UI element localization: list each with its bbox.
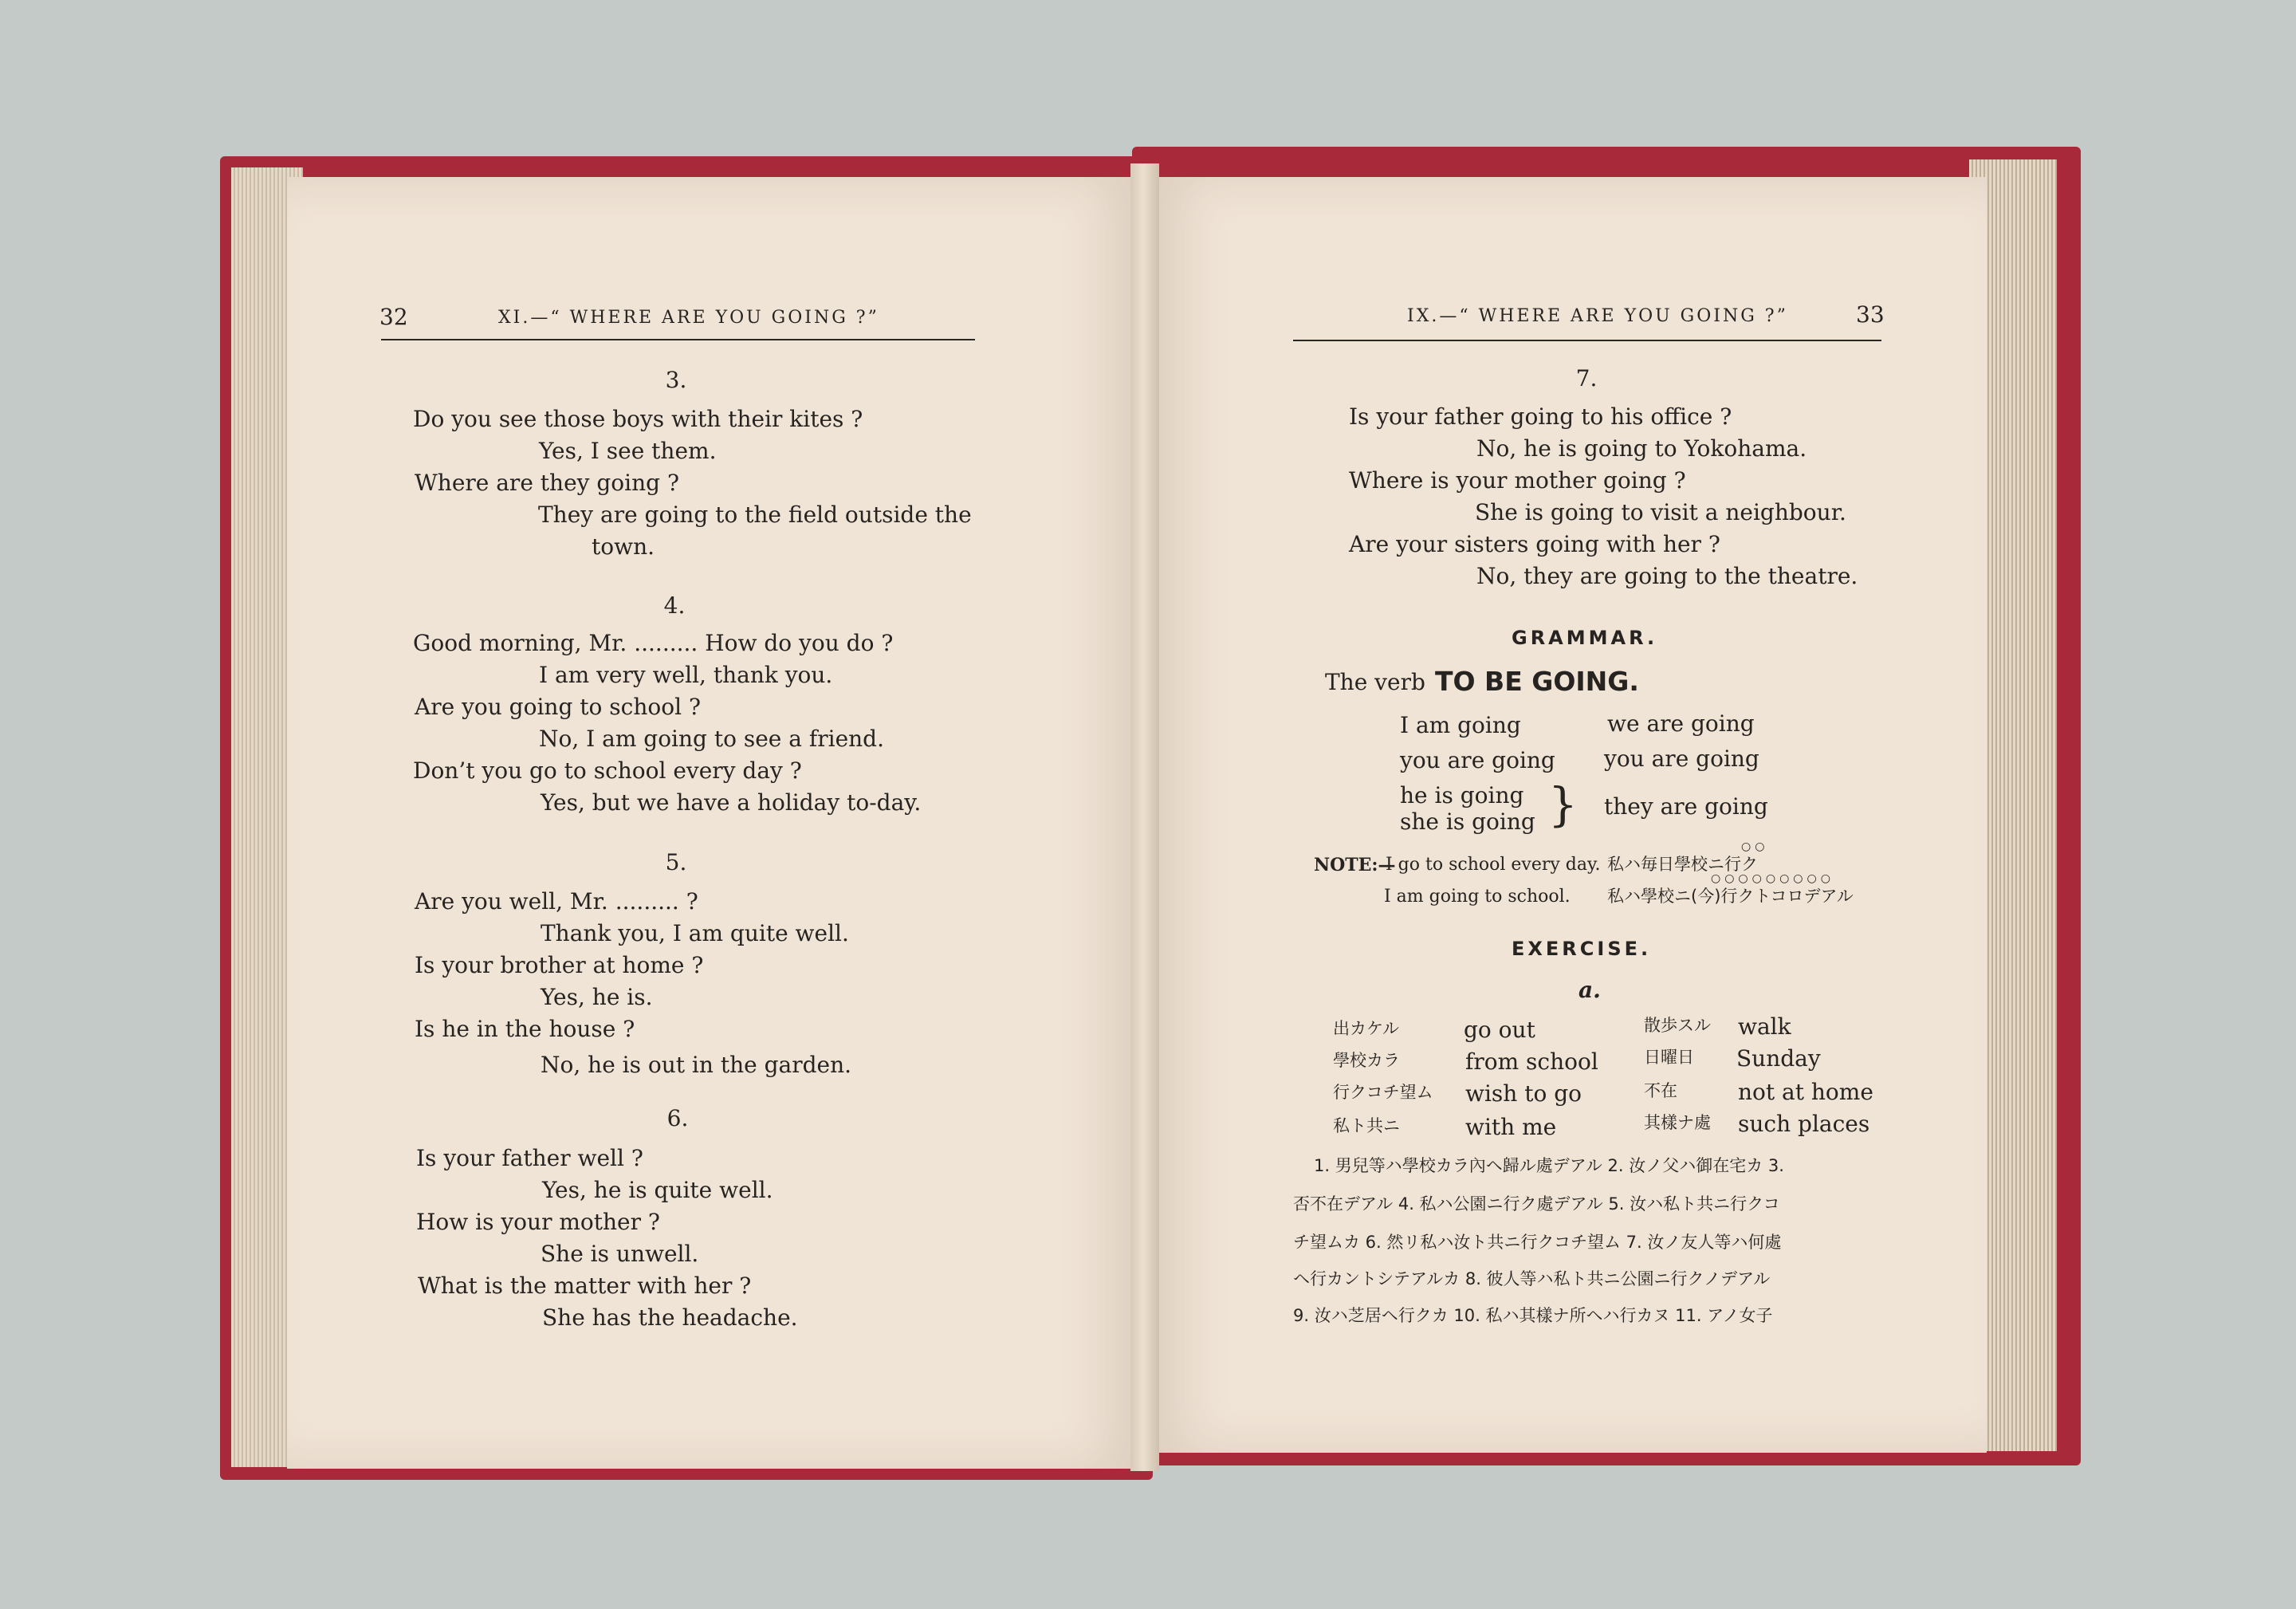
grammar-heading: GRAMMAR. xyxy=(1512,627,1658,649)
text-line: Are you going to school ? xyxy=(415,694,701,720)
text-line: Yes, but we have a holiday to-day. xyxy=(541,789,922,816)
vocab-japanese: 行クコチ望ム xyxy=(1333,1083,1433,1102)
conjugation-plural: they are going xyxy=(1604,793,1768,820)
exercise-line: チ望ムカ 6. 然リ私ハ汝ト共ニ行クコチ望ム 7. 汝ノ友人等ハ何處 xyxy=(1293,1233,1782,1252)
conjugation-singular: she is going xyxy=(1400,808,1535,835)
right-running-header: IX.—“ WHERE ARE YOU GOING ?” xyxy=(1407,306,1788,326)
vocab-english: not at home xyxy=(1738,1079,1873,1105)
exercise-line: ヘ行カントシテアルカ 8. 彼人等ハ私ト共ニ公園ニ行クノデアル xyxy=(1293,1269,1771,1288)
left-page-number: 32 xyxy=(379,304,408,330)
text-line: Yes, he is quite well. xyxy=(542,1177,773,1203)
text-line: She is going to visit a neighbour. xyxy=(1475,499,1846,525)
vocab-english: go out xyxy=(1464,1017,1535,1043)
right-header-rule xyxy=(1293,340,1881,341)
exercise-line: 9. 汝ハ芝居ヘ行クカ 10. 私ハ其樣ナ所ヘハ行カヌ 11. アノ女子 xyxy=(1293,1306,1773,1325)
emphasis-dots: ○○○○○○○○○ xyxy=(1711,872,1834,885)
vocab-japanese: 出カケル xyxy=(1333,1019,1399,1038)
verb-intro: The verb xyxy=(1325,669,1425,695)
note-japanese: 私ハ學校ニ(今)行クトコロデアル xyxy=(1607,887,1854,906)
exercise-heading: EXERCISE. xyxy=(1512,938,1652,960)
section-number: 4. xyxy=(663,592,686,619)
text-line: I am very well, thank you. xyxy=(539,662,833,688)
vocab-japanese: 日曜日 xyxy=(1644,1048,1694,1067)
text-line: Don’t you go to school every day ? xyxy=(413,757,802,784)
text-line: Is your father well ? xyxy=(416,1145,643,1171)
conjugation-plural: we are going xyxy=(1607,710,1755,737)
exercise-line: 1. 男兒等ハ學校カラ內ヘ歸ル處デアル 2. 汝ノ父ハ御在宅カ 3. xyxy=(1314,1156,1784,1175)
vocab-japanese: 其樣ナ處 xyxy=(1644,1113,1711,1132)
vocab-english: from school xyxy=(1465,1048,1598,1075)
text-line: No, he is going to Yokohama. xyxy=(1476,435,1807,462)
vocab-english: such places xyxy=(1738,1111,1870,1137)
verb-heading: TO BE GOING. xyxy=(1435,666,1639,697)
vocab-english: walk xyxy=(1738,1013,1791,1040)
note-english: I go to school every day. xyxy=(1386,855,1601,875)
text-line: Are your sisters going with her ? xyxy=(1349,531,1720,557)
conjugation-plural: you are going xyxy=(1604,745,1759,772)
conjugation-singular: you are going xyxy=(1400,747,1555,773)
section-number: 3. xyxy=(665,367,687,393)
text-line: Is your father going to his office ? xyxy=(1349,403,1732,430)
text-line: Where are they going ? xyxy=(415,470,679,496)
section-number: 6. xyxy=(666,1105,689,1131)
section-number: 7. xyxy=(1575,365,1598,391)
right-page-number: 33 xyxy=(1856,301,1885,328)
vocab-japanese: 不在 xyxy=(1644,1081,1677,1100)
text-line: How is your mother ? xyxy=(416,1209,660,1235)
vocab-japanese: 學校カラ xyxy=(1333,1051,1400,1070)
text-line: Thank you, I am quite well. xyxy=(541,920,849,946)
vocab-japanese: 散歩スル xyxy=(1644,1016,1711,1035)
text-line: No, he is out in the garden. xyxy=(541,1052,852,1078)
left-running-header: XI.—“ WHERE ARE YOU GOING ?” xyxy=(498,308,879,328)
text-line: Good morning, Mr. ......... How do you do ? xyxy=(413,630,894,656)
text-line: She has the headache. xyxy=(542,1304,798,1331)
exercise-line: 否不在デアル 4. 私ハ公園ニ行ク處デアル 5. 汝ハ私ト共ニ行クコ xyxy=(1293,1194,1780,1214)
text-line: Yes, he is. xyxy=(541,984,653,1010)
emphasis-dots: ○○ xyxy=(1741,840,1769,853)
text-line: Is your brother at home ? xyxy=(415,952,704,978)
conjugation-singular: he is going xyxy=(1400,782,1524,808)
book-gutter xyxy=(1130,163,1159,1471)
vocab-english: with me xyxy=(1465,1114,1557,1140)
text-line: Are you well, Mr. ......... ? xyxy=(415,888,698,915)
text-line: Do you see those boys with their kites ? xyxy=(413,406,863,432)
vocab-japanese: 私ト共ニ xyxy=(1333,1116,1400,1135)
exercise-subheading: a. xyxy=(1578,977,1601,1003)
note-japanese: 私ハ毎日學校ニ行ク xyxy=(1607,855,1758,874)
vocab-english: Sunday xyxy=(1736,1045,1821,1072)
note-english: I am going to school. xyxy=(1384,887,1571,907)
brace-glyph: } xyxy=(1548,777,1578,832)
text-line: They are going to the field outside the xyxy=(538,502,972,528)
section-number: 5. xyxy=(665,849,687,875)
text-line: Where is your mother going ? xyxy=(1349,467,1686,494)
vocab-english: wish to go xyxy=(1465,1080,1582,1107)
text-line: town. xyxy=(592,533,655,560)
left-header-rule xyxy=(381,339,975,340)
text-line: What is the matter with her ? xyxy=(418,1273,752,1299)
text-line: No, I am going to see a friend. xyxy=(539,726,885,752)
text-line: No, they are going to the theatre. xyxy=(1476,563,1858,589)
note-label: NOTE:— xyxy=(1314,855,1396,875)
text-line: Yes, I see them. xyxy=(539,438,717,464)
conjugation-singular: I am going xyxy=(1400,712,1521,738)
text-line: Is he in the house ? xyxy=(415,1016,635,1042)
text-line: She is unwell. xyxy=(541,1241,699,1267)
